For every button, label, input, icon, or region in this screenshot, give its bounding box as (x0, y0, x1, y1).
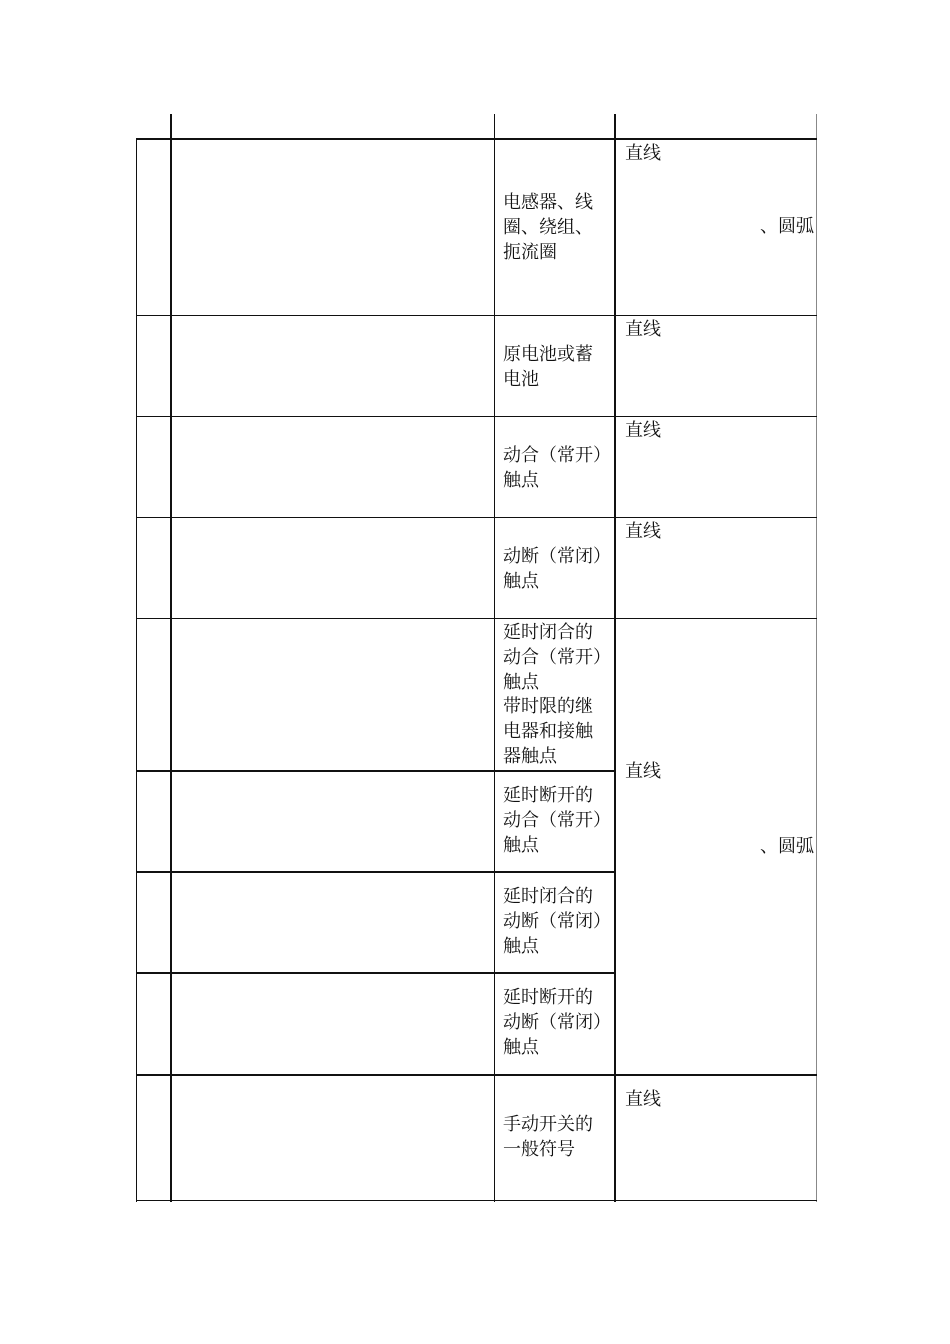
row-divider (136, 517, 817, 518)
shape-element-arc: 、圆弧 (760, 836, 814, 857)
row-divider (136, 972, 616, 974)
row-divider (136, 416, 817, 417)
symbol-name-line: 触点 (503, 835, 539, 856)
column-divider-2 (494, 114, 495, 1202)
symbol-name-line: 圈、绕组、 (503, 217, 593, 238)
symbol-name-line: 动合（常开） (503, 647, 611, 668)
shape-element-line: 直线 (625, 521, 661, 542)
shape-element-line: 直线 (625, 143, 661, 164)
shape-element-line: 直线 (625, 319, 661, 340)
shape-element-arc: 、圆弧 (760, 216, 814, 237)
symbol-name-line: 电池 (503, 369, 539, 390)
row-divider (136, 1074, 817, 1076)
symbol-name-line: 动断（常闭） (503, 546, 611, 567)
symbol-name-line: 原电池或蓄 (503, 344, 593, 365)
table-right-border (816, 114, 817, 1202)
symbol-name-line: 带时限的继 (503, 696, 593, 717)
row-divider (136, 138, 817, 140)
symbol-name-line: 延时断开的 (503, 987, 593, 1008)
symbol-name-line: 触点 (503, 470, 539, 491)
symbol-name-line: 触点 (503, 1037, 539, 1058)
row-divider (136, 618, 817, 619)
symbol-name-line: 动合（常开） (503, 810, 611, 831)
symbol-name-line: 电感器、线 (503, 192, 593, 213)
shape-element-line: 直线 (625, 420, 661, 441)
symbol-name-line: 触点 (503, 571, 539, 592)
table-bottom-border (136, 1200, 817, 1201)
row-divider (136, 770, 616, 772)
shape-element-line: 直线 (625, 1089, 661, 1110)
shape-element-line: 直线 (625, 761, 661, 782)
symbol-name-line: 一般符号 (503, 1139, 575, 1160)
symbol-name-line: 动合（常开） (503, 445, 611, 466)
symbol-name-line: 延时断开的 (503, 785, 593, 806)
row-divider (136, 871, 616, 873)
column-divider-1 (170, 114, 172, 1202)
column-divider-3 (614, 114, 616, 1202)
symbol-name-line: 触点 (503, 672, 539, 693)
symbol-name-line: 延时闭合的 (503, 886, 593, 907)
symbol-name-line: 触点 (503, 936, 539, 957)
table-left-border (136, 139, 137, 1202)
symbol-name-line: 动断（常闭） (503, 1012, 611, 1033)
symbol-name-line: 电器和接触 (503, 721, 593, 742)
symbol-name-line: 器触点 (503, 746, 557, 767)
row-divider (136, 315, 817, 316)
symbol-name-line: 延时闭合的 (503, 622, 593, 643)
symbol-name-line: 扼流圈 (503, 242, 557, 263)
symbol-name-line: 手动开关的 (503, 1114, 593, 1135)
symbol-name-line: 动断（常闭） (503, 911, 611, 932)
